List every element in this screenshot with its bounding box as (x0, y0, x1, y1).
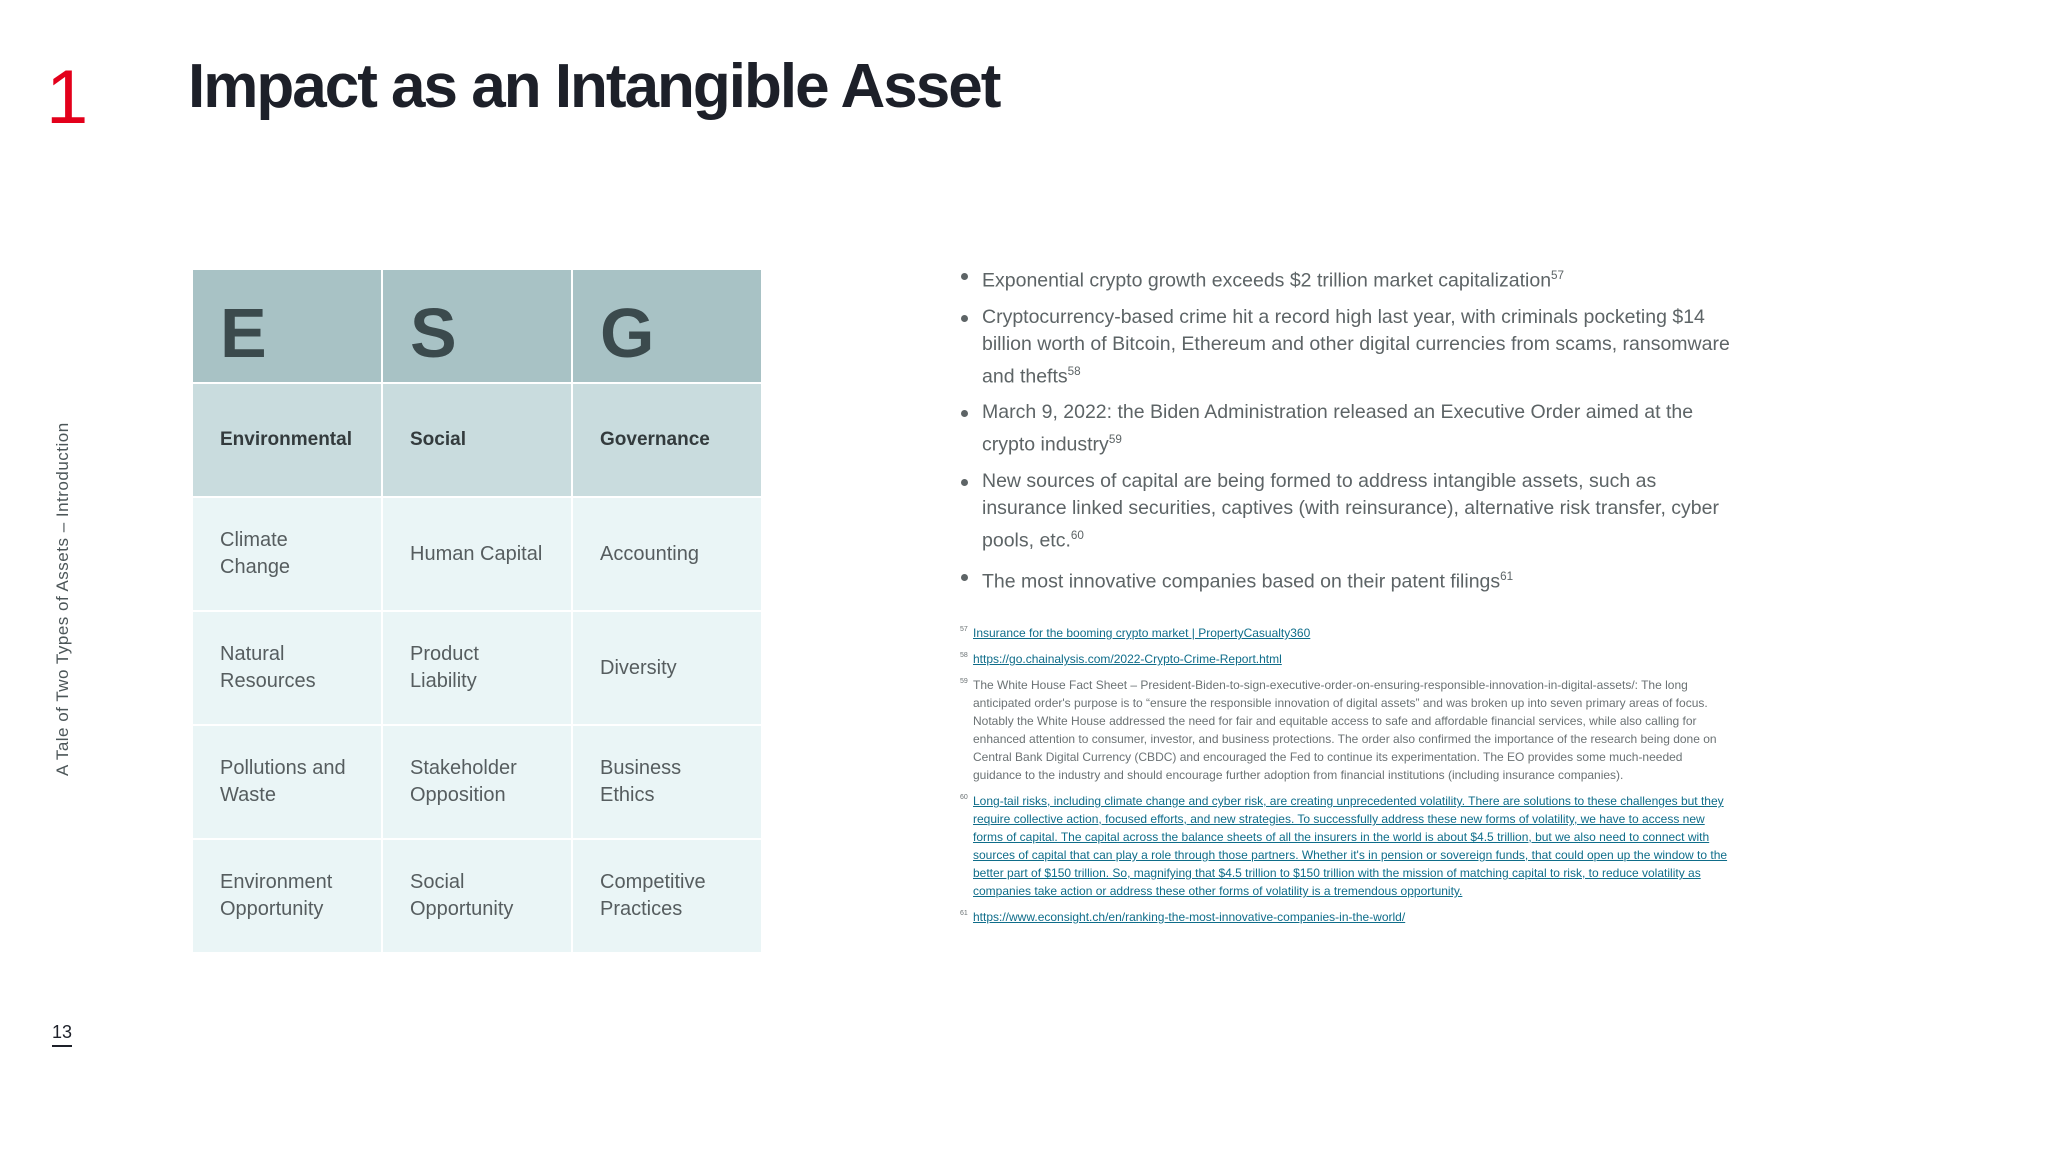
bullet-item (960, 563, 1740, 596)
footnote-59 (960, 676, 1730, 784)
bullet-list (960, 262, 1740, 605)
bullet-item (960, 468, 1740, 555)
chapter-number: 1 (46, 55, 89, 140)
esg-letter-g: G (573, 270, 761, 382)
footnote-text[interactable]: Long-tail risks, including climate change and cyber risk, are creating unprecedented volatility. There are solutions to these challenges but they require collective action, focused efforts, and new strategies. To successfully address these new forms of volatility, we have to access new forms of capital. The capital across the balance sheets of all the insurers in the world is about $4.5 trillion, but we also need to connect with sources of capital that can play a role through those partners. Whether it's in pension or sovereign funds, that could open up the window to the better part of $150 trillion. So, magnifying that $4.5 trillion to $150 trillion with the mission of matching capital to risk, to reduce volatility as companies take action or address these other forms of volatility is a tremendous opportunity. (973, 794, 1728, 898)
esg-cell: Pollutions and Waste (193, 726, 381, 838)
footnote-61-link[interactable] (960, 908, 1730, 926)
footnote-number: 61 (960, 910, 968, 917)
esg-cell: Accounting (573, 498, 761, 610)
esg-cell: Climate Change (193, 498, 381, 610)
esg-header-social: Social (383, 384, 571, 496)
footnote-ref[interactable]: 57 (1551, 269, 1565, 282)
footnote-60-link[interactable] (960, 792, 1730, 900)
footnotes (960, 624, 1730, 934)
footnote-ref[interactable]: 59 (1108, 433, 1122, 446)
esg-cell: Social Opportunity (383, 840, 571, 952)
footnote-text[interactable]: Insurance for the booming crypto market | PropertyCasualty360 (973, 626, 1311, 640)
esg-letter-s: S (383, 270, 571, 382)
bullet-item (960, 399, 1740, 459)
bullet-text: New sources of capital are being formed to address intangible assets, such as insurance linked securities, captives (with reinsurance), alternative risk transfer, cyber pools, etc. (982, 469, 1719, 551)
footnote-57-link[interactable] (960, 624, 1730, 642)
footnote-number: 60 (960, 794, 968, 801)
bullet-text: March 9, 2022: the Biden Administration released an Executive Order aimed at the crypto industry (982, 401, 1694, 456)
footnote-ref[interactable]: 58 (1067, 364, 1081, 378)
bullet-item (960, 262, 1740, 295)
esg-cell: Human Capital (383, 498, 571, 610)
esg-letter-e: E (193, 270, 381, 382)
esg-cell: Competitive Practices (573, 840, 761, 952)
footnote-text[interactable]: https://go.chainalysis.com/2022-Crypto-Crime-Report.html (973, 652, 1282, 666)
footnote-58-link[interactable] (960, 650, 1730, 668)
esg-table (193, 270, 761, 952)
page-number: 13 (52, 1022, 72, 1047)
esg-cell: Natural Resources (193, 612, 381, 724)
footnote-ref[interactable]: 60 (1070, 528, 1084, 542)
footnote-number: 57 (960, 626, 968, 633)
bullet-text: Cryptocurrency-based crime hit a record high last year, with criminals pocketing $14 billion worth of Bitcoin, Ethereum and other digital currencies from scams, ransomware and thefts (982, 305, 1730, 387)
esg-header-governance: Governance (573, 384, 761, 496)
bullet-text: Exponential crypto growth exceeds $2 trillion market capitalization (982, 269, 1552, 292)
footnote-text: The White House Fact Sheet – President-Biden-to-sign-executive-order-on-ensuring-responsible-innovation-in-digital-assets/: The long anticipated order's purpose is to “ensure the responsible innovation of digital assets” and was broken up into seven primary areas of focus. Notably the White House addressed the need for fair and equitable access to safe and affordable financial services, while also calling for enhanced attention to consumer, investor, and business protections. The order also confirmed the importance of the research being done on Central Bank Digital Currency (CBDC) and encouraged the Fed to continue its experimentation. The EO provides some much-needed guidance to the industry and should encourage further adoption from financial institutions (including insurance companies). (973, 678, 1717, 782)
footnote-number: 58 (960, 652, 968, 659)
esg-cell: Business Ethics (573, 726, 761, 838)
bullet-item (960, 304, 1740, 391)
section-side-label: A Tale of Two Types of Assets – Introduction (53, 422, 72, 776)
esg-cell: Product Liability (383, 612, 571, 724)
bullet-text: The most innovative companies based on their patent filings (982, 570, 1501, 593)
esg-cell: Diversity (573, 612, 761, 724)
page-title: Impact as an Intangible Asset (188, 52, 1000, 121)
footnote-text[interactable]: https://www.econsight.ch/en/ranking-the-most-innovative-companies-in-the-world/ (973, 910, 1406, 924)
esg-header-environmental: Environmental (193, 384, 381, 496)
esg-cell: Environment Opportunity (193, 840, 381, 952)
footnote-number: 59 (960, 678, 968, 685)
footnote-ref[interactable]: 61 (1500, 570, 1514, 583)
esg-cell: Stakeholder Opposition (383, 726, 571, 838)
